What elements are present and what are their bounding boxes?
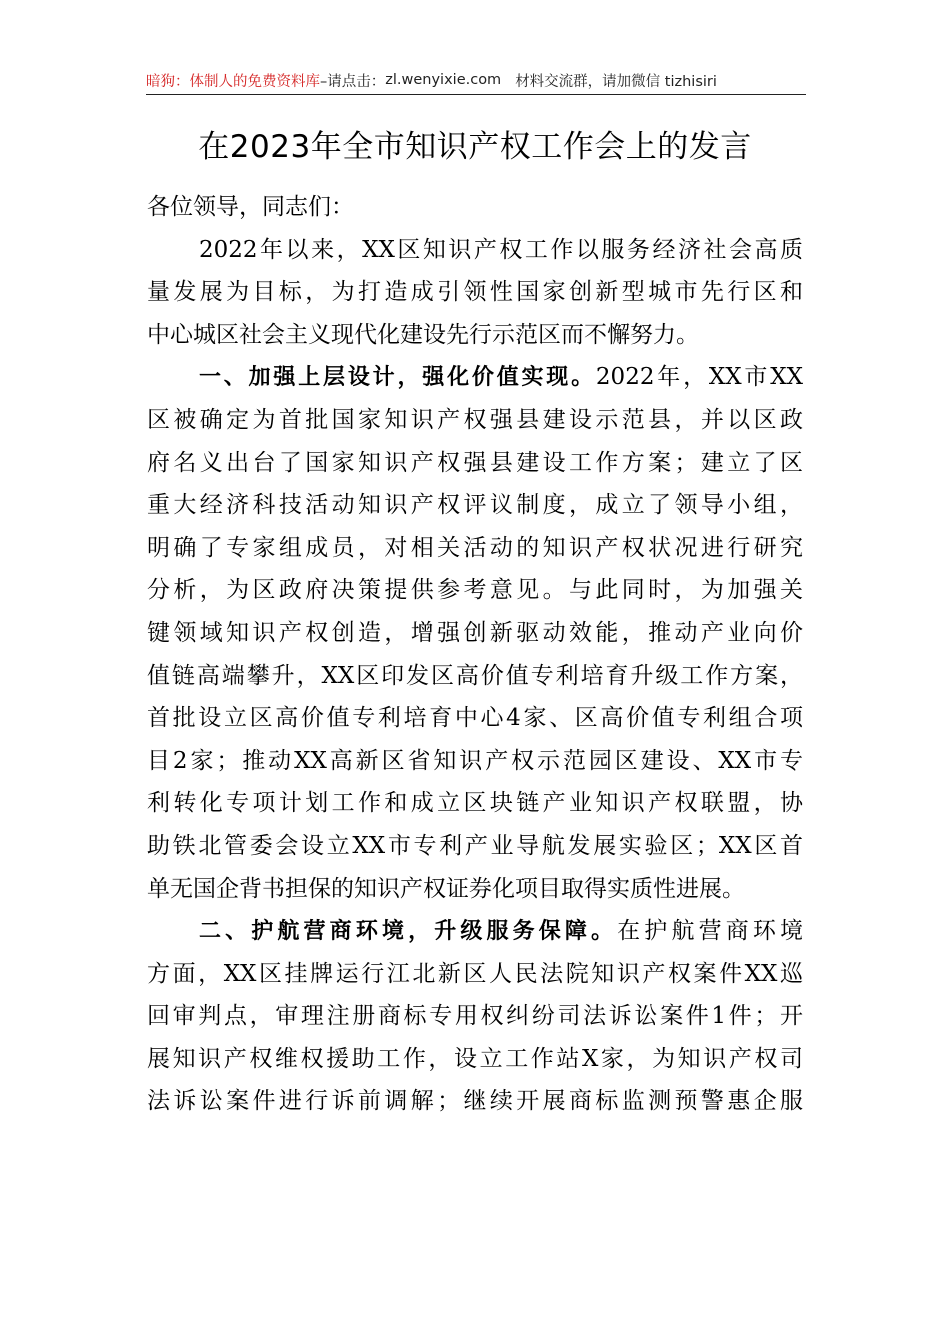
section1-first-line — [147, 356, 803, 399]
section2-line: 展知识产权维权援助工作，设立工作站X家，为知识产权司 — [147, 1045, 803, 1072]
intro-line: 中心城区社会主义现代化建设先行示范区而不懈努力。 — [147, 321, 699, 348]
section1-line: 目2家；推动XX高新区省知识产权示范园区建设、XX市专 — [147, 747, 803, 774]
page-header — [146, 68, 806, 92]
section2-first-line — [147, 910, 803, 953]
section2-line: 回审判点，审理注册商标专用权纠纷司法诉讼案件1件；开 — [147, 1003, 803, 1030]
section1-line: 首批设立区高价值专利培育中心4家、区高价值专利组合项 — [147, 705, 803, 732]
section1-line: 府名义出台了国家知识产权强县建设工作方案；建立了区 — [147, 449, 803, 476]
salutation: 各位领导，同志们： — [147, 194, 354, 220]
intro-line: 2022年以来，XX区知识产权工作以服务经济社会高质 — [199, 236, 803, 263]
section1-line: 值链高端攀升，XX区印发区高价值专利培育升级工作方案， — [147, 662, 803, 689]
section1-line: 重大经济科技活动知识产权评议制度，成立了领导小组， — [147, 492, 803, 519]
section2-first-line-text: 在护航营商环境 — [617, 918, 803, 945]
section1-heading: 一、加强上层设计，强化价值实现。 — [199, 365, 596, 391]
intro-line: 量发展为目标，为打造成引领性国家创新型城市先行区和 — [147, 279, 803, 306]
section1-first-line-text: 2022年，XX市XX — [595, 364, 803, 391]
section1-line: 单无国企背书担保的知识产权证券化项目取得实质性进展。 — [147, 875, 745, 902]
section1-line: 分析，为区政府决策提供参考意见。与此同时，为加强关 — [147, 577, 803, 604]
section1-line: 利转化专项计划工作和成立区块链产业知识产权联盟，协 — [147, 790, 803, 817]
section2-line: 法诉讼案件进行诉前调解；继续开展商标监测预警惠企服 — [147, 1088, 803, 1115]
section1-line: 键领域知识产权创造，增强创新驱动效能，推动产业向价 — [147, 619, 803, 646]
section2-heading: 二、护航营商环境，升级服务保障。 — [199, 919, 618, 945]
section2-line: 方面，XX区挂牌运行江北新区人民法院知识产权案件XX巡 — [147, 960, 803, 987]
group-note: 材料交流群，请加微信 tizhisiri — [515, 73, 717, 90]
section1-line: 助铁北管委会设立XX市专利产业导航发展实验区；XX区首 — [147, 832, 803, 859]
document-title: 在2023年全市知识产权工作会上的发言 — [198, 129, 752, 165]
site-name: 暗狗：体制人的免费资料库 — [146, 73, 320, 90]
section1-line: 区被确定为首批国家知识产权强县建设示范县，并以区政 — [147, 406, 803, 433]
header-divider — [146, 94, 806, 95]
document-body — [147, 186, 803, 1123]
section1-line: 明确了专家组成员，对相关活动的知识产权状况进行研究 — [147, 534, 803, 561]
site-url-link[interactable]: zl.wenyixie.com — [385, 72, 502, 88]
click-prefix: –请点击： — [320, 73, 386, 90]
